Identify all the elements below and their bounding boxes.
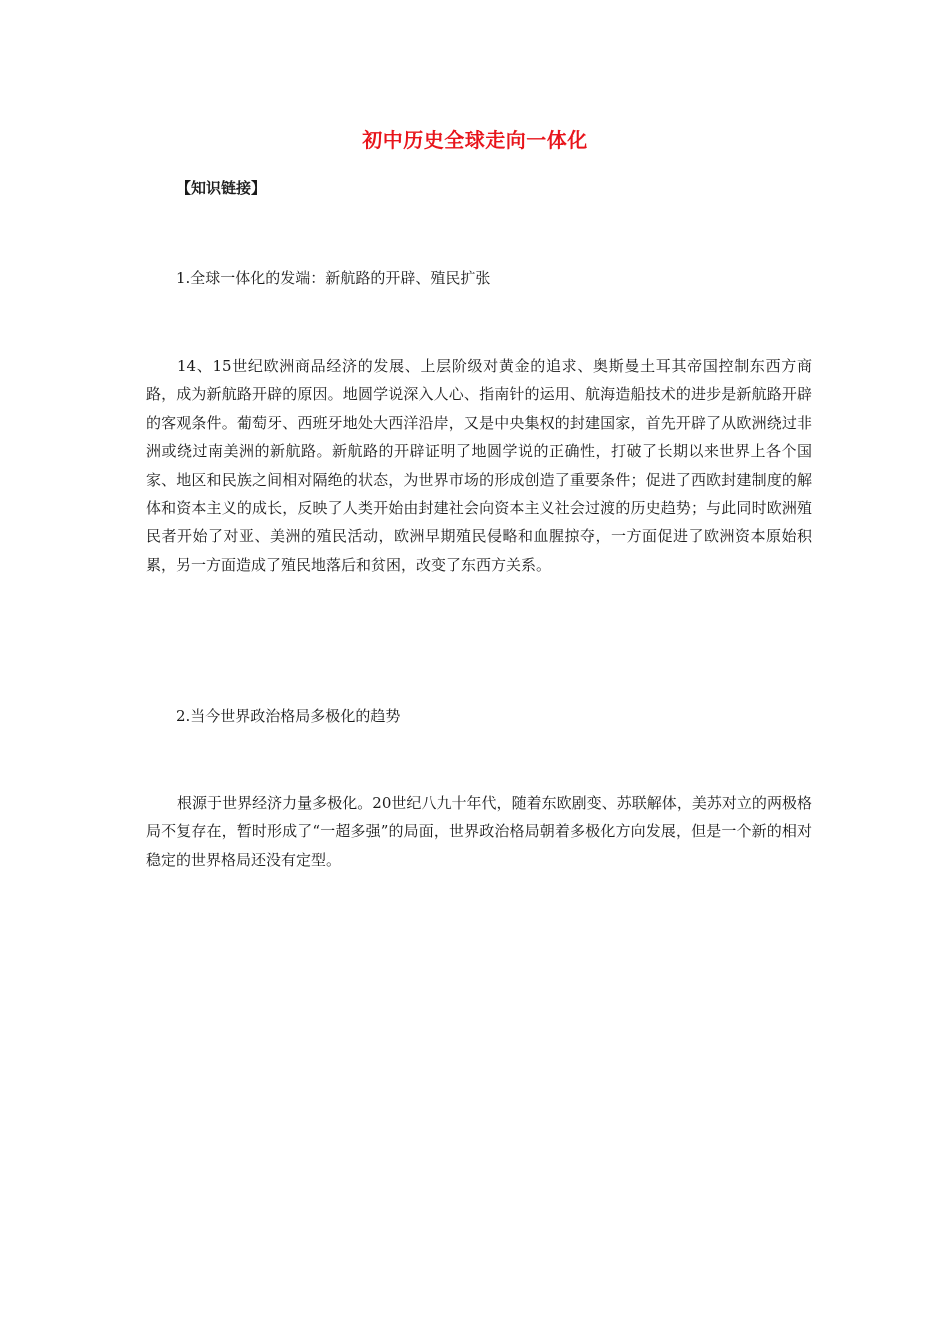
section-1-heading: 1.全球一体化的发端：新航路的开辟、殖民扩张 xyxy=(176,269,491,287)
section-2-paragraph: 根源于世界经济力量多极化。20世纪八九十年代，随着东欧剧变、苏联解体，美苏对立的两极格局不复存在，暂时形成了“一超多强”的局面，世界政治格局朝着多极化方向发展，但是一个新的相对稳定的世界格局还没有定型。 xyxy=(146,794,812,869)
knowledge-link-label: 【知识链接】 xyxy=(176,179,267,197)
section-2-heading: 2.当今世界政治格局多极化的趋势 xyxy=(176,707,401,725)
document-title: 初中历史全球走向一体化 xyxy=(362,128,588,152)
section-1-paragraph: 14、15世纪欧洲商品经济的发展、上层阶级对黄金的追求、奥斯曼土耳其帝国控制东西方商路，成为新航路开辟的原因。地圆学说深入人心、指南针的运用、航海造船技术的进步是新航路开辟的客观条件。葡萄牙、西班牙地处大西洋沿岸，又是中央集权的封建国家，首先开辟了从欧洲绕过非洲或绕过南美洲的新航路。新航路的开辟证明了地圆学说的正确性，打破了长期以来世界上各个国家、地区和民族之间相对隔绝的状态，为世界市场的形成创造了重要条件；促进了西欧封建制度的解体和资本主义的成长，反映了人类开始由封建社会向资本主义社会过渡的历史趋势；与此同时欧洲殖民者开始了对亚、美洲的殖民活动，欧洲早期殖民侵略和血腥掠夺，一方面促进了欧洲资本原始积累，另一方面造成了殖民地落后和贫困，改变了东西方关系。 xyxy=(146,357,812,574)
